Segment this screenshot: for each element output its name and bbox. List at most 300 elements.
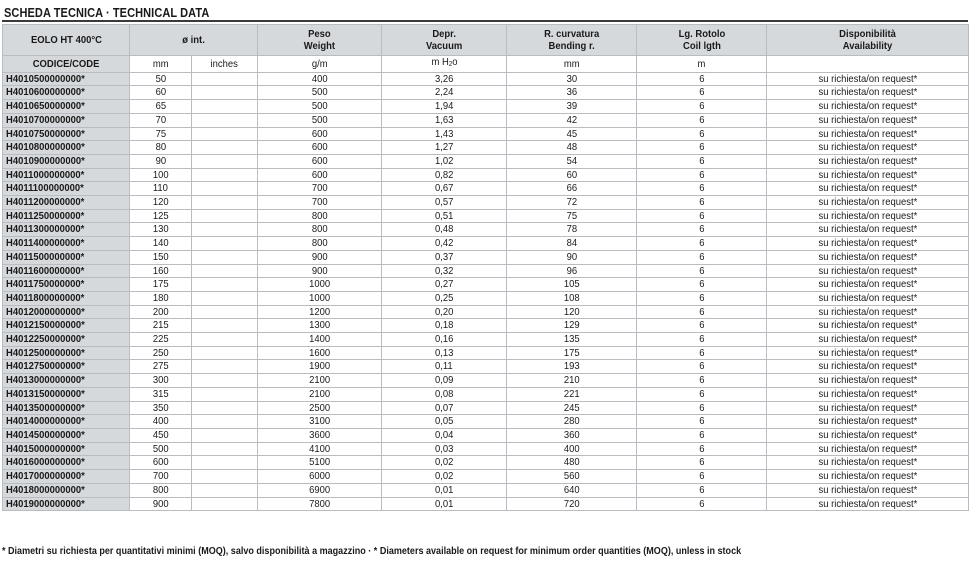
product-name-header: EOLO HT 400°C [3, 25, 130, 56]
weight-value: 3100 [258, 415, 382, 429]
page-title: SCHEDA TECNICA · TECHNICAL DATA [4, 6, 210, 20]
bending-radius-value: 108 [507, 291, 637, 305]
weight-header: Peso Weight [258, 25, 382, 56]
vacuum-value: 0,25 [382, 291, 507, 305]
table-row [3, 360, 969, 374]
product-code: H4011600000000* [3, 264, 130, 278]
weight-value: 6000 [258, 470, 382, 484]
diameter-mm: 200 [130, 305, 192, 319]
availability-value: su richiesta/on request* [767, 168, 969, 182]
table-row [3, 497, 969, 511]
diameter-mm: 700 [130, 470, 192, 484]
bending-radius-value: 90 [507, 250, 637, 264]
weight-value: 3600 [258, 428, 382, 442]
table-row [3, 154, 969, 168]
coil-length-value: 6 [637, 319, 767, 333]
coil-length-value: 6 [637, 100, 767, 114]
bending-radius-value: 129 [507, 319, 637, 333]
vacuum-value: 0,20 [382, 305, 507, 319]
table-row [3, 264, 969, 278]
unit-coil: m [637, 56, 767, 73]
table-row [3, 182, 969, 196]
diameter-mm: 800 [130, 483, 192, 497]
table-row [3, 237, 969, 251]
product-code: H4011500000000* [3, 250, 130, 264]
coil-length-value: 6 [637, 428, 767, 442]
coil-length-value: 6 [637, 264, 767, 278]
availability-value: su richiesta/on request* [767, 483, 969, 497]
weight-value: 1900 [258, 360, 382, 374]
bending-radius-value: 560 [507, 470, 637, 484]
weight-value: 1200 [258, 305, 382, 319]
vacuum-value: 0,57 [382, 196, 507, 210]
availability-value: su richiesta/on request* [767, 305, 969, 319]
coil-length-value: 6 [637, 401, 767, 415]
table-row [3, 346, 969, 360]
coil-length-value: 6 [637, 168, 767, 182]
table-row [3, 278, 969, 292]
product-code: H4014000000000* [3, 415, 130, 429]
diameter-mm: 130 [130, 223, 192, 237]
bending-radius-value: 30 [507, 72, 637, 86]
vacuum-value: 0,08 [382, 387, 507, 401]
coil-length-value: 6 [637, 374, 767, 388]
coil-length-value: 6 [637, 237, 767, 251]
weight-value: 800 [258, 209, 382, 223]
diameter-mm: 100 [130, 168, 192, 182]
availability-value: su richiesta/on request* [767, 223, 969, 237]
diameter-inches [192, 387, 258, 401]
bending-radius-value: 42 [507, 113, 637, 127]
diameter-inches [192, 483, 258, 497]
diameter-mm: 315 [130, 387, 192, 401]
vacuum-value: 1,63 [382, 113, 507, 127]
coil-length-value: 6 [637, 483, 767, 497]
weight-value: 500 [258, 100, 382, 114]
coil-length-value: 6 [637, 250, 767, 264]
table-row [3, 319, 969, 333]
availability-value: su richiesta/on request* [767, 401, 969, 415]
table-row [3, 470, 969, 484]
table-row [3, 387, 969, 401]
coil-length-value: 6 [637, 209, 767, 223]
diameter-inches [192, 346, 258, 360]
diameter-mm: 300 [130, 374, 192, 388]
product-code: H4012750000000* [3, 360, 130, 374]
weight-value: 500 [258, 86, 382, 100]
diameter-mm: 215 [130, 319, 192, 333]
coil-length-value: 6 [637, 360, 767, 374]
availability-header: Disponibilità Availability [767, 25, 969, 56]
diameter-mm: 250 [130, 346, 192, 360]
table-row [3, 100, 969, 114]
diameter-mm: 600 [130, 456, 192, 470]
weight-value: 800 [258, 223, 382, 237]
vacuum-value: 2,24 [382, 86, 507, 100]
coil-length-value: 6 [637, 470, 767, 484]
product-code: H4013500000000* [3, 401, 130, 415]
table-units-row [3, 56, 969, 73]
unit-bending: mm [507, 56, 637, 73]
diameter-mm: 225 [130, 333, 192, 347]
bending-radius-value: 193 [507, 360, 637, 374]
product-code: H4010600000000* [3, 86, 130, 100]
availability-value: su richiesta/on request* [767, 319, 969, 333]
diameter-mm: 275 [130, 360, 192, 374]
diameter-inches [192, 127, 258, 141]
diameter-inches [192, 264, 258, 278]
availability-value: su richiesta/on request* [767, 86, 969, 100]
table-header-row [3, 25, 969, 56]
weight-value: 600 [258, 168, 382, 182]
table-row [3, 428, 969, 442]
vacuum-value: 0,16 [382, 333, 507, 347]
diameter-mm: 80 [130, 141, 192, 155]
product-code: H4010650000000* [3, 100, 130, 114]
coil-length-value: 6 [637, 387, 767, 401]
vacuum-value: 0,51 [382, 209, 507, 223]
code-column-header: CODICE/CODE [3, 56, 130, 73]
diameter-inches [192, 456, 258, 470]
availability-value: su richiesta/on request* [767, 237, 969, 251]
bending-radius-value: 45 [507, 127, 637, 141]
title-divider [2, 20, 968, 22]
weight-value: 6900 [258, 483, 382, 497]
weight-value: 600 [258, 127, 382, 141]
bending-radius-value: 105 [507, 278, 637, 292]
diameter-mm: 180 [130, 291, 192, 305]
availability-value: su richiesta/on request* [767, 360, 969, 374]
bending-radius-value: 84 [507, 237, 637, 251]
availability-value: su richiesta/on request* [767, 470, 969, 484]
product-code: H4011100000000* [3, 182, 130, 196]
coil-length-value: 6 [637, 223, 767, 237]
coil-length-value: 6 [637, 196, 767, 210]
product-code: H4010750000000* [3, 127, 130, 141]
vacuum-value: 0,18 [382, 319, 507, 333]
diameter-inches [192, 374, 258, 388]
diameter-mm: 125 [130, 209, 192, 223]
product-code: H4017000000000* [3, 470, 130, 484]
coil-length-value: 6 [637, 278, 767, 292]
coil-length-value: 6 [637, 305, 767, 319]
vacuum-value: 0,42 [382, 237, 507, 251]
weight-value: 400 [258, 72, 382, 86]
bending-radius-value: 120 [507, 305, 637, 319]
diameter-mm: 75 [130, 127, 192, 141]
table-row [3, 442, 969, 456]
diameter-mm: 400 [130, 415, 192, 429]
weight-value: 700 [258, 182, 382, 196]
vacuum-value: 0,01 [382, 483, 507, 497]
product-code: H4011300000000* [3, 223, 130, 237]
product-code: H4010900000000* [3, 154, 130, 168]
availability-value: su richiesta/on request* [767, 456, 969, 470]
availability-value: su richiesta/on request* [767, 264, 969, 278]
availability-value: su richiesta/on request* [767, 209, 969, 223]
weight-value: 2100 [258, 374, 382, 388]
weight-value: 1300 [258, 319, 382, 333]
bending-radius-value: 72 [507, 196, 637, 210]
diameter-inches [192, 497, 258, 511]
availability-value: su richiesta/on request* [767, 346, 969, 360]
diameter-inches [192, 428, 258, 442]
availability-value: su richiesta/on request* [767, 291, 969, 305]
vacuum-value: 1,27 [382, 141, 507, 155]
diameter-mm: 110 [130, 182, 192, 196]
vacuum-value: 0,02 [382, 456, 507, 470]
bending-radius-value: 60 [507, 168, 637, 182]
diameter-inches [192, 470, 258, 484]
weight-value: 500 [258, 113, 382, 127]
product-code: H4013000000000* [3, 374, 130, 388]
vacuum-value: 1,94 [382, 100, 507, 114]
unit-availability [767, 56, 969, 73]
availability-value: su richiesta/on request* [767, 72, 969, 86]
product-code: H4012500000000* [3, 346, 130, 360]
diameter-inches [192, 223, 258, 237]
weight-value: 2500 [258, 401, 382, 415]
diameter-inches [192, 209, 258, 223]
bending-radius-value: 54 [507, 154, 637, 168]
coil-length-value: 6 [637, 456, 767, 470]
diameter-mm: 160 [130, 264, 192, 278]
vacuum-value: 0,04 [382, 428, 507, 442]
bending-radius-value: 96 [507, 264, 637, 278]
weight-value: 7800 [258, 497, 382, 511]
weight-value: 1000 [258, 278, 382, 292]
product-code: H4011800000000* [3, 291, 130, 305]
bending-radius-value: 78 [507, 223, 637, 237]
footnote: * Diametri su richiesta per quantitativi minimi (MOQ), salvo disponibilità a magazzino · * Diameters available on request for minimum order quantities (MOQ), unless in stock [2, 545, 742, 557]
table-row [3, 223, 969, 237]
table-row [3, 291, 969, 305]
coil-length-value: 6 [637, 333, 767, 347]
vacuum-value: 0,05 [382, 415, 507, 429]
bending-radius-value: 48 [507, 141, 637, 155]
diameter-mm: 90 [130, 154, 192, 168]
diameter-mm: 70 [130, 113, 192, 127]
availability-value: su richiesta/on request* [767, 141, 969, 155]
bending-radius-value: 400 [507, 442, 637, 456]
coil-length-header: Lg. Rotolo Coil lgth [637, 25, 767, 56]
table-row [3, 483, 969, 497]
coil-length-value: 6 [637, 442, 767, 456]
weight-value: 900 [258, 250, 382, 264]
vacuum-value: 0,03 [382, 442, 507, 456]
bending-radius-value: 221 [507, 387, 637, 401]
table-row [3, 72, 969, 86]
vacuum-value: 3,26 [382, 72, 507, 86]
diameter-mm: 50 [130, 72, 192, 86]
bending-radius-value: 720 [507, 497, 637, 511]
product-code: H4010500000000* [3, 72, 130, 86]
availability-value: su richiesta/on request* [767, 442, 969, 456]
diameter-mm: 120 [130, 196, 192, 210]
table-row [3, 456, 969, 470]
bending-radius-value: 360 [507, 428, 637, 442]
weight-value: 1000 [258, 291, 382, 305]
bending-radius-value: 175 [507, 346, 637, 360]
bending-radius-header: R. curvatura Bending r. [507, 25, 637, 56]
product-code: H4014500000000* [3, 428, 130, 442]
vacuum-value: 0,01 [382, 497, 507, 511]
bending-radius-value: 210 [507, 374, 637, 388]
table-row [3, 305, 969, 319]
diameter-inches [192, 250, 258, 264]
technical-data-table [2, 24, 969, 511]
coil-length-value: 6 [637, 346, 767, 360]
vacuum-value: 0,27 [382, 278, 507, 292]
coil-length-value: 6 [637, 415, 767, 429]
unit-mm: mm [130, 56, 192, 73]
product-code: H4018000000000* [3, 483, 130, 497]
product-code: H4011400000000* [3, 237, 130, 251]
vacuum-value: 0,48 [382, 223, 507, 237]
product-code: H4012150000000* [3, 319, 130, 333]
diameter-mm: 500 [130, 442, 192, 456]
table-row [3, 401, 969, 415]
weight-value: 800 [258, 237, 382, 251]
vacuum-value: 0,07 [382, 401, 507, 415]
availability-value: su richiesta/on request* [767, 333, 969, 347]
weight-value: 700 [258, 196, 382, 210]
weight-value: 600 [258, 141, 382, 155]
availability-value: su richiesta/on request* [767, 278, 969, 292]
diameter-inches [192, 415, 258, 429]
bending-radius-value: 480 [507, 456, 637, 470]
vacuum-value: 1,43 [382, 127, 507, 141]
diameter-inches [192, 442, 258, 456]
diameter-inches [192, 168, 258, 182]
availability-value: su richiesta/on request* [767, 428, 969, 442]
coil-length-value: 6 [637, 154, 767, 168]
table-row [3, 209, 969, 223]
product-code: H4013150000000* [3, 387, 130, 401]
vacuum-value: 0,09 [382, 374, 507, 388]
availability-value: su richiesta/on request* [767, 374, 969, 388]
table-row [3, 127, 969, 141]
vacuum-value: 0,32 [382, 264, 507, 278]
diameter-inches [192, 333, 258, 347]
bending-radius-value: 135 [507, 333, 637, 347]
diameter-inches [192, 305, 258, 319]
bending-radius-value: 75 [507, 209, 637, 223]
diameter-mm: 60 [130, 86, 192, 100]
availability-value: su richiesta/on request* [767, 113, 969, 127]
availability-value: su richiesta/on request* [767, 154, 969, 168]
vacuum-header: Depr. Vacuum [382, 25, 507, 56]
diameter-header: ø int. [130, 25, 258, 56]
diameter-inches [192, 237, 258, 251]
availability-value: su richiesta/on request* [767, 196, 969, 210]
availability-value: su richiesta/on request* [767, 415, 969, 429]
product-code: H4019000000000* [3, 497, 130, 511]
table-row [3, 333, 969, 347]
coil-length-value: 6 [637, 291, 767, 305]
vacuum-value: 0,67 [382, 182, 507, 196]
weight-value: 900 [258, 264, 382, 278]
product-code: H4010800000000* [3, 141, 130, 155]
diameter-inches [192, 291, 258, 305]
unit-weight: g/m [258, 56, 382, 73]
table-row [3, 415, 969, 429]
coil-length-value: 6 [637, 127, 767, 141]
vacuum-value: 0,37 [382, 250, 507, 264]
table-row [3, 374, 969, 388]
diameter-inches [192, 141, 258, 155]
availability-value: su richiesta/on request* [767, 100, 969, 114]
product-code: H4011000000000* [3, 168, 130, 182]
bending-radius-value: 640 [507, 483, 637, 497]
coil-length-value: 6 [637, 497, 767, 511]
product-code: H4011250000000* [3, 209, 130, 223]
diameter-inches [192, 113, 258, 127]
vacuum-value: 0,82 [382, 168, 507, 182]
availability-value: su richiesta/on request* [767, 182, 969, 196]
bending-radius-value: 36 [507, 86, 637, 100]
coil-length-value: 6 [637, 141, 767, 155]
coil-length-value: 6 [637, 86, 767, 100]
diameter-inches [192, 100, 258, 114]
product-code: H4012000000000* [3, 305, 130, 319]
diameter-inches [192, 401, 258, 415]
product-code: H4012250000000* [3, 333, 130, 347]
diameter-mm: 140 [130, 237, 192, 251]
bending-radius-value: 280 [507, 415, 637, 429]
diameter-inches [192, 86, 258, 100]
diameter-mm: 350 [130, 401, 192, 415]
table-row [3, 113, 969, 127]
diameter-inches [192, 182, 258, 196]
diameter-inches [192, 278, 258, 292]
product-code: H4016000000000* [3, 456, 130, 470]
diameter-mm: 450 [130, 428, 192, 442]
vacuum-value: 0,02 [382, 470, 507, 484]
vacuum-value: 0,11 [382, 360, 507, 374]
product-code: H4015000000000* [3, 442, 130, 456]
weight-value: 1600 [258, 346, 382, 360]
vacuum-value: 0,13 [382, 346, 507, 360]
table-row [3, 250, 969, 264]
unit-inches: inches [192, 56, 258, 73]
table-row [3, 141, 969, 155]
weight-value: 4100 [258, 442, 382, 456]
diameter-inches [192, 196, 258, 210]
weight-value: 2100 [258, 387, 382, 401]
coil-length-value: 6 [637, 182, 767, 196]
diameter-mm: 150 [130, 250, 192, 264]
bending-radius-value: 39 [507, 100, 637, 114]
coil-length-value: 6 [637, 113, 767, 127]
diameter-inches [192, 72, 258, 86]
availability-value: su richiesta/on request* [767, 127, 969, 141]
product-code: H4011750000000* [3, 278, 130, 292]
diameter-mm: 65 [130, 100, 192, 114]
availability-value: su richiesta/on request* [767, 497, 969, 511]
weight-value: 600 [258, 154, 382, 168]
diameter-inches [192, 319, 258, 333]
coil-length-value: 6 [637, 72, 767, 86]
diameter-inches [192, 154, 258, 168]
table-row [3, 196, 969, 210]
product-code: H4011200000000* [3, 196, 130, 210]
availability-value: su richiesta/on request* [767, 387, 969, 401]
table-row [3, 168, 969, 182]
product-code: H4010700000000* [3, 113, 130, 127]
bending-radius-value: 66 [507, 182, 637, 196]
weight-value: 1400 [258, 333, 382, 347]
